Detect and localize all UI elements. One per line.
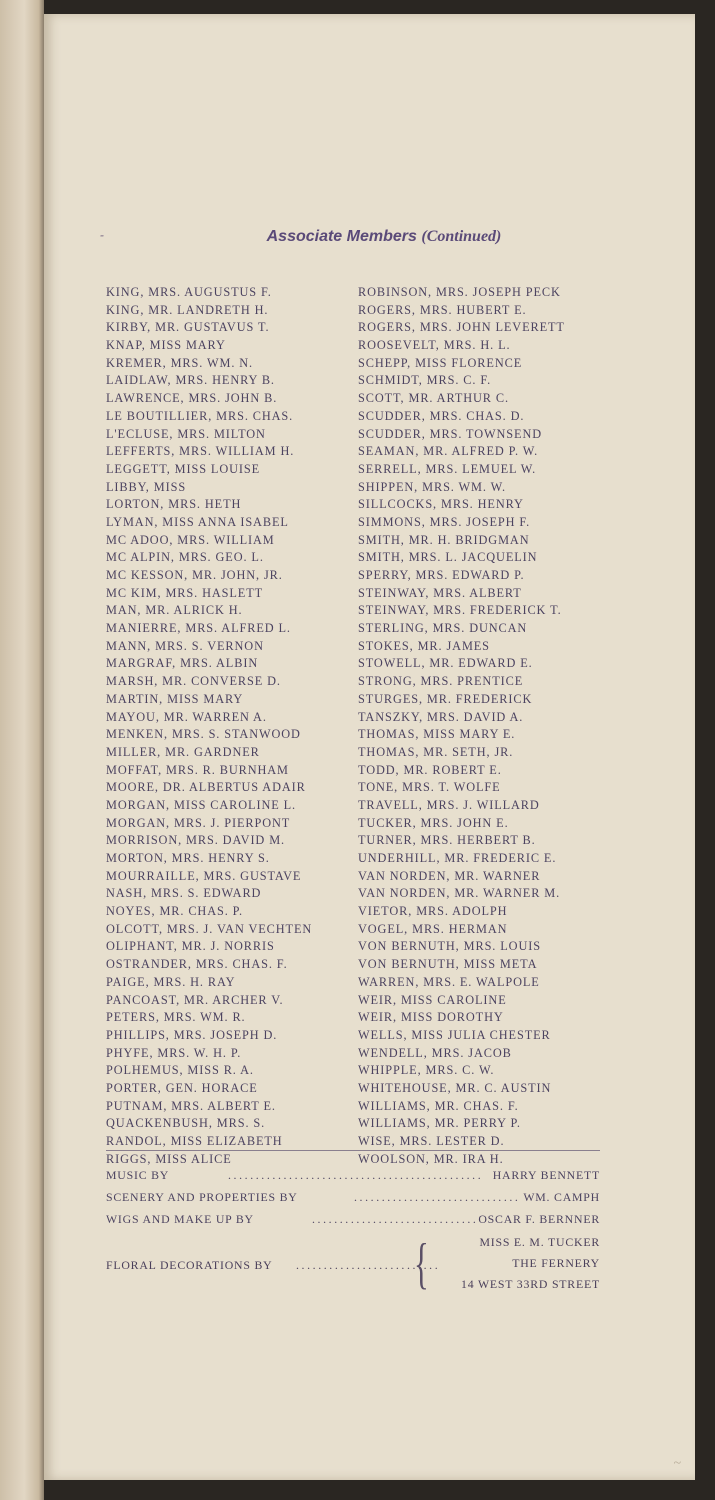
credit-label: WIGS AND MAKE UP BY xyxy=(106,1212,254,1226)
member-name: WARREN, MRS. E. WALPOLE xyxy=(358,974,540,989)
credit-music xyxy=(106,1164,600,1186)
member-name: MAN, MR. ALRICK H. xyxy=(106,603,243,618)
credit-floral-line: MISS E. M. TUCKER xyxy=(479,1235,600,1249)
member-name: MC ALPIN, MRS. GEO. L. xyxy=(106,550,264,565)
credit-value: WM. CAMPH xyxy=(523,1190,600,1204)
member-name: PHYFE, MRS. W. H. P. xyxy=(106,1045,242,1060)
member-name: TUCKER, MRS. JOHN E. xyxy=(358,815,509,830)
section-divider xyxy=(106,1150,600,1151)
member-name: TURNER, MRS. HERBERT B. xyxy=(358,833,536,848)
member-name: WOOLSON, MR. IRA H. xyxy=(358,1151,504,1166)
section-title-continued: (Continued) xyxy=(421,228,502,245)
member-name: STOWELL, MR. EDWARD E. xyxy=(358,656,533,671)
member-name: ROBINSON, MRS. JOSEPH PECK xyxy=(358,285,561,299)
member-name: MARTIN, MISS MARY xyxy=(106,691,244,706)
member-name: VON BERNUTH, MRS. LOUIS xyxy=(358,939,541,954)
section-title-text: Associate Members xyxy=(266,228,417,245)
member-name: SILLCOCKS, MRS. HENRY xyxy=(358,497,524,512)
member-name: SCUDDER, MRS. TOWNSEND xyxy=(358,426,543,441)
member-name: VAN NORDEN, MR. WARNER xyxy=(358,868,541,883)
member-name: VOGEL, MRS. HERMAN xyxy=(358,921,508,936)
pencil-mark: ~ xyxy=(673,1456,681,1471)
member-name: KING, MR. LANDRETH H. xyxy=(106,302,269,317)
credit-floral-line: THE FERNERY xyxy=(512,1256,600,1270)
member-name: TANSZKY, MRS. DAVID A. xyxy=(358,709,524,724)
member-name: WILLIAMS, MR. CHAS. F. xyxy=(358,1098,519,1113)
member-name: MC KESSON, MR. JOHN, JR. xyxy=(106,568,283,582)
member-name: WEIR, MISS DOROTHY xyxy=(358,1010,504,1025)
credit-wigs xyxy=(106,1208,600,1230)
credit-floral-line: 14 WEST 33RD STREET xyxy=(461,1277,600,1291)
member-name: WHITEHOUSE, MR. C. AUSTIN xyxy=(358,1080,552,1095)
leader-dots: .......................... xyxy=(296,1258,441,1272)
member-column-left xyxy=(106,284,356,1168)
member-name: LIBBY, MISS xyxy=(106,479,187,494)
member-name: LYMAN, MISS ANNA ISABEL xyxy=(106,514,289,529)
member-name: PAIGE, MRS. H. RAY xyxy=(106,974,236,989)
member-name: MC ADOO, MRS. WILLIAM xyxy=(106,532,275,547)
credit-floral xyxy=(106,1232,600,1298)
member-name: NOYES, MR. CHAS. P. xyxy=(106,904,244,919)
program-page xyxy=(44,14,695,1480)
member-name: MENKEN, MRS. S. STANWOOD xyxy=(106,727,301,742)
member-name: STOKES, MR. JAMES xyxy=(358,638,490,653)
member-column-right xyxy=(358,284,658,1168)
member-name: ROGERS, MRS. HUBERT E. xyxy=(358,302,527,317)
member-name: MORRISON, MRS. DAVID M. xyxy=(106,833,285,848)
member-name: LEGGETT, MISS LOUISE xyxy=(106,461,261,476)
member-name: LAIDLAW, MRS. HENRY B. xyxy=(106,373,275,388)
member-name: WENDELL, MRS. JACOB xyxy=(358,1045,512,1060)
member-name: PANCOAST, MR. ARCHER V. xyxy=(106,992,284,1007)
member-name: WELLS, MISS JULIA CHESTER xyxy=(358,1027,551,1042)
member-name: LAWRENCE, MRS. JOHN B. xyxy=(106,391,278,406)
member-name: TONE, MRS. T. WOLFE xyxy=(358,780,501,795)
member-name: PORTER, GEN. HORACE xyxy=(106,1080,258,1095)
member-name: MOURRAILLE, MRS. GUSTAVE xyxy=(106,868,302,883)
member-name: KIRBY, MR. GUSTAVUS T. xyxy=(106,320,270,335)
member-name: SMITH, MR. H. BRIDGMAN xyxy=(358,532,530,547)
member-name: UNDERHILL, MR. FREDERIC E. xyxy=(358,851,557,865)
member-name: QUACKENBUSH, MRS. S. xyxy=(106,1116,266,1131)
member-name: VAN NORDEN, MR. WARNER M. xyxy=(358,886,561,901)
member-name: PETERS, MRS. WM. R. xyxy=(106,1010,246,1025)
member-name: SMITH, MRS. L. JACQUELIN xyxy=(358,550,538,565)
member-name: WHIPPLE, MRS. C. W. xyxy=(358,1063,495,1078)
member-name: SIMMONS, MRS. JOSEPH F. xyxy=(358,514,531,529)
member-name: SCUDDER, MRS. CHAS. D. xyxy=(358,408,525,423)
credit-label: FLORAL DECORATIONS BY xyxy=(106,1258,273,1272)
production-credits xyxy=(106,1164,600,1298)
member-name: MANN, MRS. S. VERNON xyxy=(106,638,264,653)
member-name: RANDOL, MISS ELIZABETH xyxy=(106,1134,283,1148)
member-name: WEIR, MISS CAROLINE xyxy=(358,992,507,1007)
member-name: VON BERNUTH, MISS META xyxy=(358,957,538,972)
member-name: NASH, MRS. S. EDWARD xyxy=(106,886,262,901)
member-name: SCHEPP, MISS FLORENCE xyxy=(358,355,523,370)
member-name: TODD, MR. ROBERT E. xyxy=(358,762,502,777)
member-name: MOFFAT, MRS. R. BURNHAM xyxy=(106,762,289,777)
member-name: MANIERRE, MRS. ALFRED L. xyxy=(106,621,291,636)
member-name: SCOTT, MR. ARTHUR C. xyxy=(358,391,509,406)
member-name: SERRELL, MRS. LEMUEL W. xyxy=(358,461,537,476)
member-name: PUTNAM, MRS. ALBERT E. xyxy=(106,1098,276,1113)
leader-dots: .............................................. xyxy=(228,1168,484,1182)
member-name: MORTON, MRS. HENRY S. xyxy=(106,851,270,865)
member-name: STRONG, MRS. PRENTICE xyxy=(358,674,524,689)
member-name: PHILLIPS, MRS. JOSEPH D. xyxy=(106,1027,278,1042)
member-name: WILLIAMS, MR. PERRY P. xyxy=(358,1116,521,1131)
credit-value: HARRY BENNETT xyxy=(492,1168,600,1182)
member-name: MILLER, MR. GARDNER xyxy=(106,744,260,759)
member-name: STEINWAY, MRS. FREDERICK T. xyxy=(358,603,562,618)
member-name: MOORE, DR. ALBERTUS ADAIR xyxy=(106,780,306,795)
credit-label: SCENERY AND PROPERTIES BY xyxy=(106,1190,298,1204)
leader-dots: .............................. xyxy=(354,1190,521,1204)
member-name: OSTRANDER, MRS. CHAS. F. xyxy=(106,957,288,972)
program-cover-edge xyxy=(0,0,44,1500)
member-name: VIETOR, MRS. ADOLPH xyxy=(358,904,508,919)
brace-symbol: { xyxy=(414,1233,429,1295)
member-name: STEINWAY, MRS. ALBERT xyxy=(358,585,522,600)
member-name: MC KIM, MRS. HASLETT xyxy=(106,585,264,600)
member-name: OLIPHANT, MR. J. NORRIS xyxy=(106,939,275,954)
member-name: TRAVELL, MRS. J. WILLARD xyxy=(358,797,540,812)
member-name: RIGGS, MISS ALICE xyxy=(106,1151,232,1166)
member-name: ROGERS, MRS. JOHN LEVERETT xyxy=(358,320,565,335)
member-name: THOMAS, MR. SETH, JR. xyxy=(358,744,514,759)
leader-dots: .............................. xyxy=(312,1212,479,1226)
member-name: MARGRAF, MRS. ALBIN xyxy=(106,656,259,671)
member-name: OLCOTT, MRS. J. VAN VECHTEN xyxy=(106,921,313,936)
member-name: POLHEMUS, MISS R. A. xyxy=(106,1063,254,1078)
member-name: LE BOUTILLIER, MRS. CHAS. xyxy=(106,408,294,423)
member-name: MORGAN, MRS. J. PIERPONT xyxy=(106,815,291,830)
member-name: LEFFERTS, MRS. WILLIAM H. xyxy=(106,444,295,459)
member-name: ROOSEVELT, MRS. H. L. xyxy=(358,338,511,353)
member-name: SCHMIDT, MRS. C. F. xyxy=(358,373,492,388)
member-name: SEAMAN, MR. ALFRED P. W. xyxy=(358,444,539,459)
member-name: L'ECLUSE, MRS. MILTON xyxy=(106,426,266,441)
credit-label: MUSIC BY xyxy=(106,1168,170,1182)
credit-floral-lines xyxy=(461,1232,600,1295)
credit-value: OSCAR F. BERNNER xyxy=(478,1212,600,1226)
member-name: SPERRY, MRS. EDWARD P. xyxy=(358,568,525,582)
member-name: MAYOU, MR. WARREN A. xyxy=(106,709,267,724)
credit-scenery xyxy=(106,1186,600,1208)
section-title xyxy=(100,228,662,246)
member-name: MARSH, MR. CONVERSE D. xyxy=(106,674,281,689)
member-name: WISE, MRS. LESTER D. xyxy=(358,1134,505,1148)
member-name: THOMAS, MISS MARY E. xyxy=(358,727,516,742)
member-name: KNAP, MISS MARY xyxy=(106,338,226,353)
member-name: STERLING, MRS. DUNCAN xyxy=(358,621,528,636)
member-name: SHIPPEN, MRS. WM. W. xyxy=(358,479,506,494)
pen-mark: - xyxy=(100,228,104,242)
member-name: STURGES, MR. FREDERICK xyxy=(358,691,533,706)
member-name: KING, MRS. AUGUSTUS F. xyxy=(106,285,272,299)
member-name: LORTON, MRS. HETH xyxy=(106,497,242,512)
member-name: MORGAN, MISS CAROLINE L. xyxy=(106,797,297,812)
member-name: KREMER, MRS. WM. N. xyxy=(106,355,254,370)
